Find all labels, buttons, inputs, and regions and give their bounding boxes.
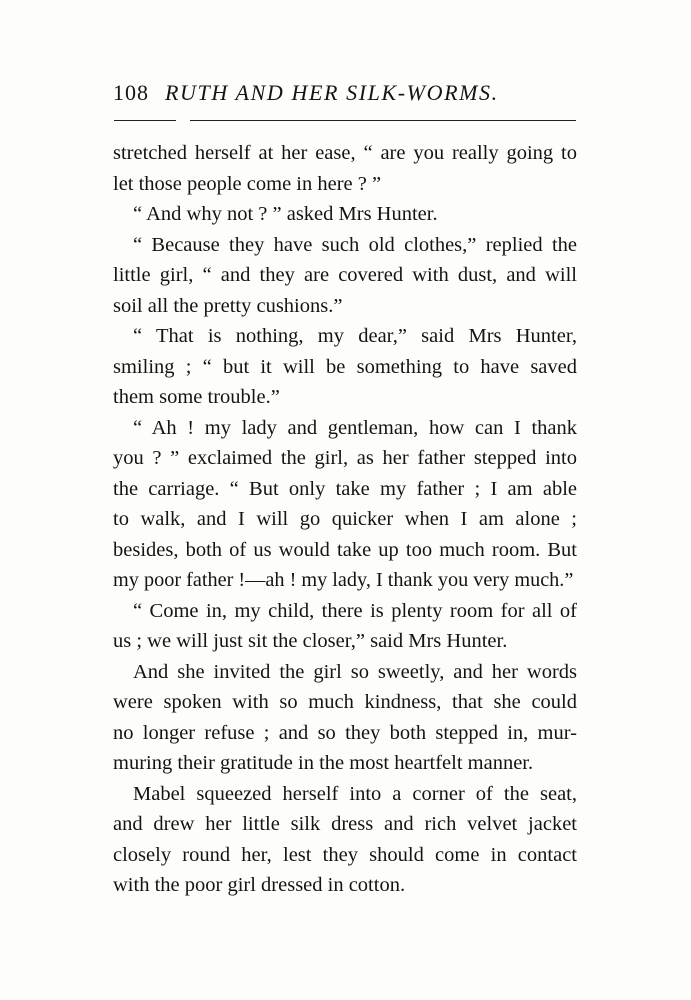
text-line: closely round her, lest they should come in contact (113, 843, 577, 866)
text-line: us ; we will just sit the closer,” said Mrs Hunter. (113, 630, 508, 652)
text-line: muring their gratitude in the most heartfelt manner. (113, 752, 534, 774)
text-line: with the poor girl dressed in cotton. (113, 874, 406, 896)
header-rule-long (190, 120, 576, 121)
text-line: “ That is nothing, my dear,” said Mrs Hunter, (133, 325, 577, 347)
text-line: were spoken with so much kindness, that she could (113, 691, 577, 713)
text-line: no longer refuse ; and so they both stepped in, mur- (113, 721, 577, 744)
text-line: stretched herself at her ease, “ are you really going to (113, 142, 577, 164)
text-line: let those people come in here ? ” (113, 172, 382, 195)
running-title: RUTH AND HER SILK-WORMS. (165, 80, 499, 105)
header-rule-short (114, 120, 176, 121)
text-line: you ? ” exclaimed the girl, as her father stepped into (113, 447, 577, 469)
page-number: 108 (113, 80, 149, 105)
text-line: “ And why not ? ” asked Mrs Hunter. (133, 203, 438, 225)
text-line: and drew her little silk dress and rich velvet jacket (113, 813, 577, 835)
text-line: my poor father !—ah ! my lady, I thank you very much.” (113, 569, 574, 591)
running-header (113, 80, 575, 114)
text-line: “ Come in, my child, there is plenty room for all of (133, 599, 577, 622)
body-text (113, 138, 577, 901)
text-line: besides, both of us would take up too much room. But (113, 538, 577, 561)
text-line: And she invited the girl so sweetly, and her words (133, 660, 577, 683)
text-line: little girl, “ and they are covered with dust, and will (113, 264, 577, 286)
text-line: “ Ah ! my lady and gentleman, how can I thank (133, 416, 577, 439)
text-line: soil all the pretty cushions.” (113, 294, 343, 317)
text-line: smiling ; “ but it will be something to have saved (113, 355, 577, 378)
text-line: to walk, and I will go quicker when I am alone ; (113, 508, 577, 530)
text-line: them some trouble.” (113, 386, 280, 408)
text-line: Mabel squeezed herself into a corner of the seat, (133, 782, 577, 805)
text-line: “ Because they have such old clothes,” replied the (133, 233, 577, 256)
text-line: the carriage. “ But only take my father ; I am able (113, 477, 577, 500)
